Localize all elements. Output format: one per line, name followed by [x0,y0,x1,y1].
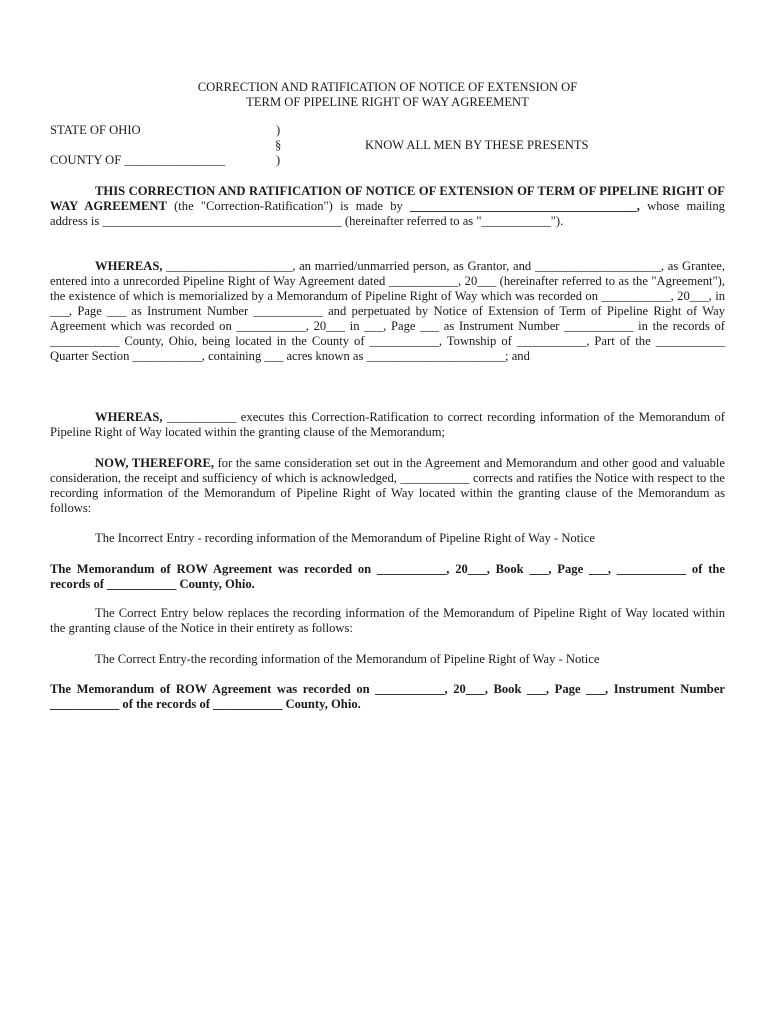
caption-bracket-top: ) [276,123,281,137]
incorrect-entry-heading [50,531,725,546]
text-run: whose mailing address is ______________________________________ (hereinafter referred to as "___________"). [50,199,725,228]
correct-entry-paragraph [50,682,725,712]
bold-text-run: WHEREAS, [95,410,163,424]
correct-entry-intro [50,606,725,636]
text-run: The Correct Entry below replaces the recording information of the Memorandum of Pipeline Right of Way located within the granting clause of the Notice in their entirety as follows: [50,606,725,635]
title-line-2: TERM OF PIPELINE RIGHT OF WAY AGREEMENT [246,95,529,109]
whereas-grant-paragraph [50,259,725,364]
text-run: The Correct Entry-the recording information of the Memorandum of Pipeline Right of Way - Notice [95,652,600,666]
bold-text-run: The Memorandum of ROW Agreement was recorded on ___________, 20___, Book ___, Page ___, Instrument Number ___________ of the records of ___________ County, Ohio. [50,682,725,711]
bold-text-run: The Memorandum of ROW Agreement was recorded on ___________, 20___, Book ___, Page ___, ___________ of the records of ___________ County, Ohio. [50,562,725,591]
text-run: for the same consideration set out in the Agreement and Memorandum and other good and valuable consideration, the receipt and sufficiency of which is acknowledged, ___________ corrects and ratifies the Notice with respect to the recording information of the Memorandum of Pipeline Right of Way located within the granting clause of the Memorandum as follows: [50,456,725,515]
whereas-correction-paragraph [50,410,725,440]
venue-caption [50,123,725,177]
title-line-1: CORRECTION AND RATIFICATION OF NOTICE OF EXTENSION OF [197,80,578,94]
text-run: ___________ executes this Correction-Ratification to correct recording information of the Memorandum of Pipeline Right of Way located within the granting clause of the Memorandum; [50,410,725,439]
document-title [50,80,725,110]
text-run: ____________________, an married/unmarried person, as Grantor, and ____________________, as Grantee, entered into a unrecorded Pipeline Right of Way Agreement dated ___________, 20___ (hereinafter referred to as the "Agreement"), the existence of which is memorialized by a Memorandum of Pipeline Right of Way which was recorded on ___________, 20___, in ___, Page ___ as Instrument Number ___________ and perpetuated by Notice of Extension of Term of Pipeline Right of Way Agreement which was recorded on ___________, 20___ in ___, Page ___ as Instrument Number ___________ in the records of ___________ County, Ohio, being located in the County of ___________, Township of ___________, Part of the ___________ Quarter Section ___________, containing ___ acres known as ______________________; and [50,259,725,363]
bold-text-run: NOW, THEREFORE, [95,456,215,470]
text-run: The Incorrect Entry - recording information of the Memorandum of Pipeline Right of Way - Notice [95,531,595,545]
caption-bracket-bottom: ) [276,153,281,167]
incorrect-entry-paragraph [50,562,725,592]
correct-entry-heading [50,652,725,667]
bold-text-run: THIS CORRECTION AND RATIFICATION OF NOTICE OF EXTENSION OF TERM OF PIPELINE RIGHT OF WAY AGREEMENT [50,184,725,213]
intro-paragraph [50,184,725,229]
bold-text-run: ____________________________________, [410,199,640,213]
county-label: COUNTY OF ________________ [50,153,226,167]
text-run: (the "Correction-Ratification") is made by [166,199,411,213]
know-all-men-line: KNOW ALL MEN BY THESE PRESENTS [365,138,589,152]
now-therefore-paragraph [50,456,725,516]
bold-text-run: WHEREAS, [95,259,163,273]
section-mark: § [275,138,282,152]
state-label: STATE OF OHIO [50,123,141,137]
